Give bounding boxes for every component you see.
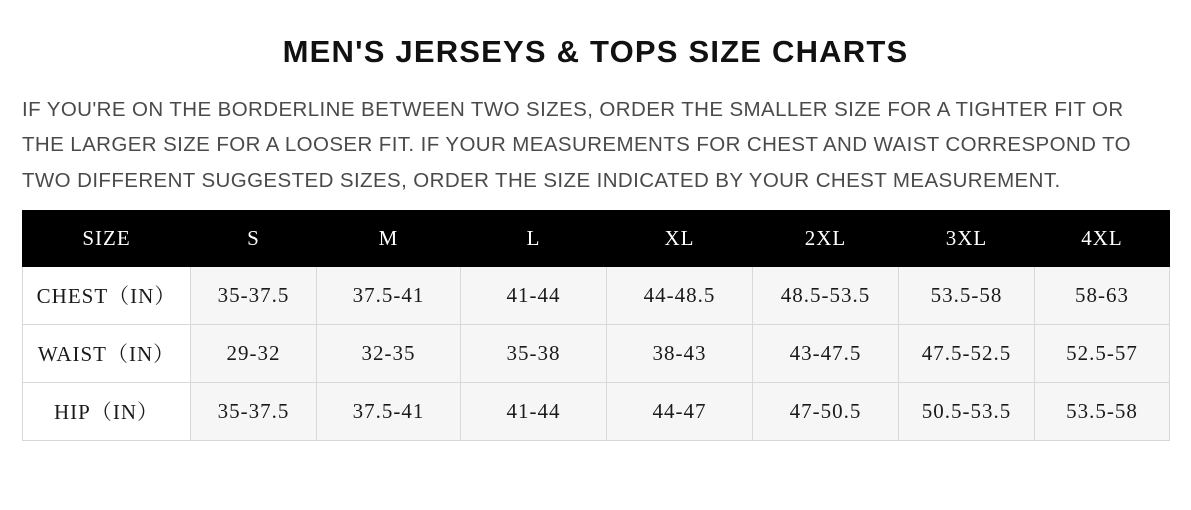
column-header-l: L: [461, 210, 607, 266]
row-label-waist: WAIST（IN）: [23, 324, 191, 382]
row-label-hip: HIP（IN）: [23, 382, 191, 440]
column-header-3xl: 3XL: [899, 210, 1035, 266]
cell-waist-s: 29-32: [191, 324, 317, 382]
column-header-m: M: [317, 210, 461, 266]
cell-waist-m: 32-35: [317, 324, 461, 382]
cell-hip-m: 37.5-41: [317, 382, 461, 440]
table-body: [23, 266, 1170, 440]
cell-hip-s: 35-37.5: [191, 382, 317, 440]
row-label-chest: CHEST（IN）: [23, 266, 191, 324]
table-header-row: [23, 210, 1170, 266]
cell-chest-s: 35-37.5: [191, 266, 317, 324]
size-chart-table: [22, 210, 1170, 441]
table-header: [23, 210, 1170, 266]
cell-hip-4xl: 53.5-58: [1035, 382, 1170, 440]
cell-hip-2xl: 47-50.5: [753, 382, 899, 440]
page-title: MEN'S JERSEYS & TOPS SIZE CHARTS: [282, 34, 909, 69]
cell-hip-l: 41-44: [461, 382, 607, 440]
cell-waist-l: 35-38: [461, 324, 607, 382]
cell-chest-2xl: 48.5-53.5: [753, 266, 899, 324]
column-header-2xl: 2XL: [753, 210, 899, 266]
cell-waist-4xl: 52.5-57: [1035, 324, 1170, 382]
intro-paragraph: IF YOU'RE ON THE BORDERLINE BETWEEN TWO SIZES, ORDER THE SMALLER SIZE FOR A TIGHTER FIT OR THE LARGER SIZE FOR A LOOSER FIT. IF YOUR MEASUREMENTS FOR CHEST AND WAIST CORRESPOND TO TWO DIFFERENT SUGGESTED SIZES, ORDER THE SIZE INDICATED BY YOUR CHEST MEASUREMENT.: [22, 98, 1131, 192]
cell-hip-xl: 44-47: [607, 382, 753, 440]
column-header-size: SIZE: [23, 210, 191, 266]
cell-chest-3xl: 53.5-58: [899, 266, 1035, 324]
column-header-xl: XL: [607, 210, 753, 266]
cell-chest-4xl: 58-63: [1035, 266, 1170, 324]
column-header-s: S: [191, 210, 317, 266]
cell-chest-m: 37.5-41: [317, 266, 461, 324]
cell-waist-2xl: 43-47.5: [753, 324, 899, 382]
table-row: [23, 324, 1170, 382]
table-row: [23, 382, 1170, 440]
column-header-4xl: 4XL: [1035, 210, 1170, 266]
cell-hip-3xl: 50.5-53.5: [899, 382, 1035, 440]
size-chart-table-wrapper: [0, 198, 1191, 441]
table-row: [23, 266, 1170, 324]
cell-chest-xl: 44-48.5: [607, 266, 753, 324]
cell-waist-3xl: 47.5-52.5: [899, 324, 1035, 382]
cell-waist-xl: 38-43: [607, 324, 753, 382]
cell-chest-l: 41-44: [461, 266, 607, 324]
